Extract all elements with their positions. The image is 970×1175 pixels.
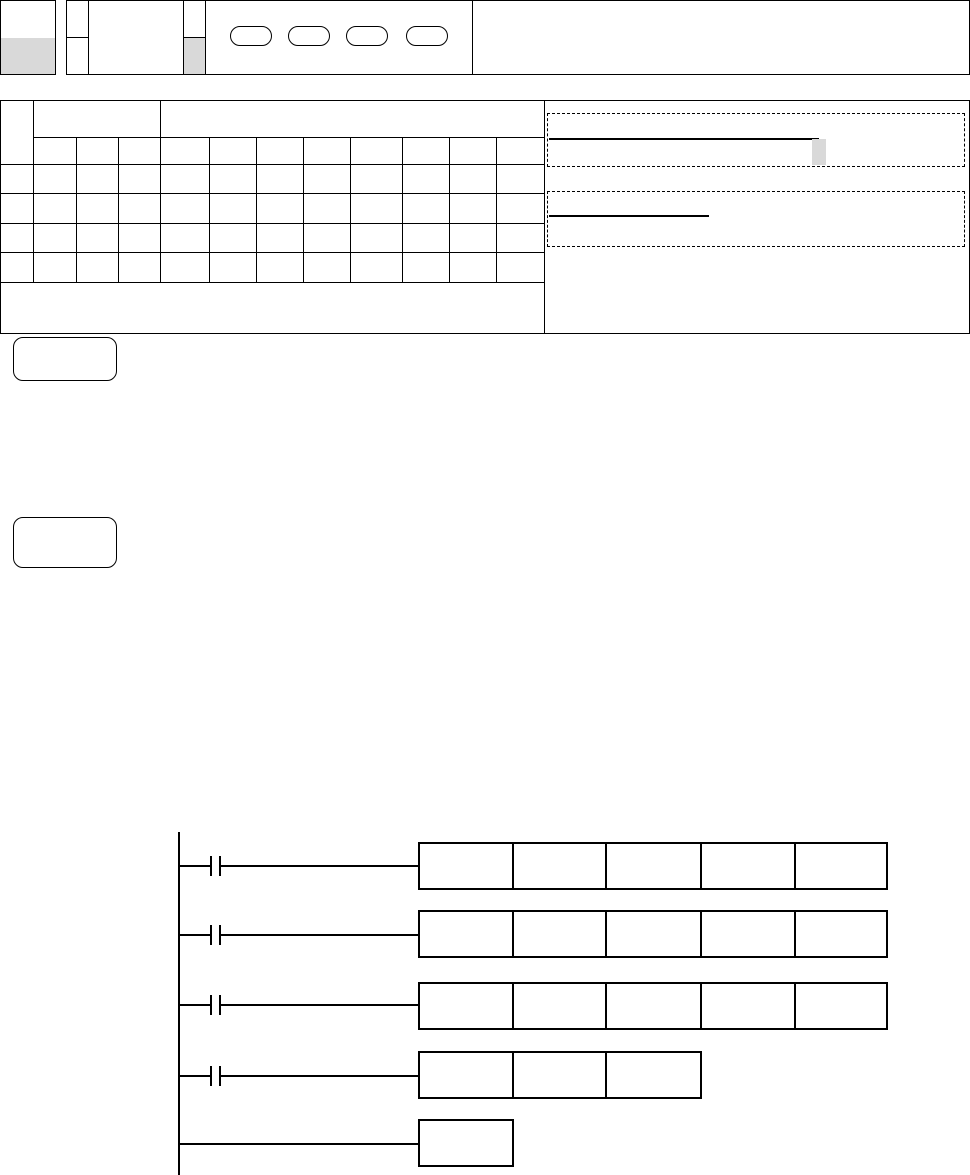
header-divider <box>205 0 206 75</box>
rung-2-instruction-cell <box>512 910 607 958</box>
rung-1-contact <box>210 856 212 876</box>
rung-1-instruction-cell <box>605 842 702 890</box>
rung-5-wire <box>179 1143 420 1145</box>
rung-2-instruction-cell <box>605 910 702 958</box>
rung-1-instruction-cell <box>418 842 514 890</box>
rung-3-contact <box>210 995 212 1015</box>
rung-2-wire <box>220 934 420 936</box>
header-divider <box>88 0 89 75</box>
api-number-shade <box>1 38 55 74</box>
operand-pill <box>230 26 272 46</box>
rung-2-instruction-cell <box>418 910 514 958</box>
rung-3-instruction-cell <box>418 982 514 1030</box>
operand-pill <box>288 26 330 46</box>
operand-pill <box>346 26 388 46</box>
rung-2-wire <box>179 934 211 936</box>
rung-4-instruction-cell <box>512 1051 607 1099</box>
note-box-2 <box>547 191 965 247</box>
rung-3-wire <box>220 1004 420 1006</box>
rung-1-instruction-cell <box>700 842 796 890</box>
operand-pill <box>406 26 448 46</box>
operands-section-label <box>13 337 117 381</box>
header-divider <box>472 0 473 75</box>
rung-3-instruction-cell <box>700 982 796 1030</box>
explanations-section-label <box>13 517 117 568</box>
rung-2-instruction-cell <box>794 910 888 958</box>
rung-1-wire <box>220 865 420 867</box>
rung-2-contact <box>210 925 212 945</box>
rung-4-wire <box>179 1075 211 1077</box>
pulse-flag-shade <box>184 38 205 74</box>
rung-2-instruction-cell <box>700 910 796 958</box>
rung-4-instruction-cell <box>418 1051 514 1099</box>
rung-4-instruction-cell <box>605 1051 702 1099</box>
header-divider <box>66 37 88 38</box>
rung-4-contact <box>210 1066 212 1086</box>
operand-grid <box>0 100 545 334</box>
rung-3-instruction-cell <box>605 982 702 1030</box>
rung-1-instruction-cell <box>794 842 888 890</box>
rung-5-instruction-cell <box>418 1119 514 1167</box>
rung-3-instruction-cell <box>794 982 888 1030</box>
note-box-2-rule <box>549 215 709 217</box>
rung-1-wire <box>179 865 211 867</box>
rung-3-instruction-cell <box>512 982 607 1030</box>
rung-4-wire <box>220 1075 420 1077</box>
note-box-1-rule <box>549 138 819 140</box>
rung-1-instruction-cell <box>512 842 607 890</box>
rung-3-wire <box>179 1004 211 1006</box>
note-box-1-mark <box>812 139 826 165</box>
note-box-1 <box>547 113 965 167</box>
